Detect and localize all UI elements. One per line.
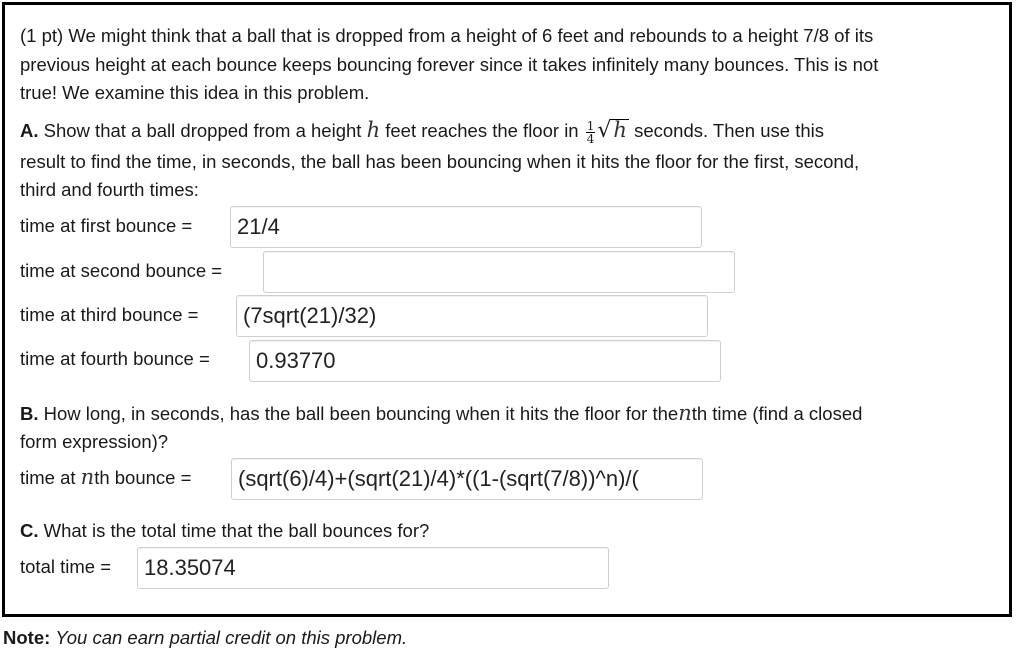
h-variable: h — [366, 118, 381, 142]
sqrt-symbol: √ — [597, 118, 612, 143]
part-c-label: C. — [20, 520, 39, 541]
note-text: You can earn partial credit on this problem. — [55, 627, 408, 648]
part-a-line-2: result to find the time, in seconds, the ball has been bouncing when it hits the floor for the first, second, — [20, 151, 860, 172]
nth-label-after: th bounce = — [94, 467, 192, 488]
part-b-line-1 — [20, 399, 862, 428]
first-bounce-input[interactable]: 21/4 — [230, 206, 702, 248]
fraction-denominator: 4 — [586, 131, 595, 146]
third-bounce-label: time at third bounce = — [20, 304, 199, 325]
nth-label-before: time at — [20, 467, 76, 488]
fraction-one-quarter — [586, 120, 596, 145]
note-label: Note: — [3, 627, 51, 648]
intro-line-1: (1 pt) We might think that a ball that is dropped from a height of 6 feet and rebounds to a height 7/8 of its — [20, 25, 874, 46]
nth-label-n-variable: n — [80, 465, 95, 489]
part-a-text-1: Show that a ball dropped from a height — [43, 120, 362, 141]
part-c-line — [20, 517, 429, 545]
total-time-label: total time = — [20, 556, 112, 577]
part-b-text-1: How long, in seconds, has the ball been bouncing when it hits the floor for the — [43, 403, 679, 424]
fourth-bounce-input[interactable]: 0.93770 — [249, 340, 721, 382]
part-a-line-1 — [20, 116, 824, 145]
part-a-text-3: seconds. Then use this — [634, 120, 824, 141]
first-bounce-label: time at first bounce = — [20, 215, 193, 236]
total-time-input[interactable]: 18.35074 — [137, 547, 609, 589]
third-bounce-input[interactable]: (7sqrt(21)/32) — [236, 295, 708, 337]
part-b-text-2: th time (find a closed — [691, 403, 863, 424]
part-a-line-3: third and fourth times: — [20, 179, 199, 200]
sqrt-h-variable: h — [613, 118, 627, 142]
part-b-label: B. — [20, 403, 39, 424]
part-a-text-2: feet reaches the floor in — [385, 120, 579, 141]
part-b-line-2: form expression)? — [20, 431, 169, 452]
n-variable: n — [678, 401, 692, 425]
second-bounce-label: time at second bounce = — [20, 260, 223, 281]
second-bounce-input[interactable] — [263, 251, 735, 293]
fourth-bounce-label: time at fourth bounce = — [20, 348, 210, 369]
part-a-label: A. — [20, 120, 39, 141]
fraction-numerator: 1 — [586, 118, 595, 133]
note — [3, 625, 407, 651]
nth-bounce-input[interactable]: (sqrt(6)/4)+(sqrt(21)/4)*((1-(sqrt(7/8))^n)/( — [231, 458, 703, 500]
intro-line-3: true! We examine this idea in this problem. — [20, 82, 370, 103]
nth-bounce-label — [20, 463, 191, 492]
part-c-text: What is the total time that the ball bounces for? — [43, 520, 430, 541]
intro-line-2: previous height at each bounce keeps bouncing forever since it takes infinitely many bounces. This is not — [20, 54, 879, 75]
